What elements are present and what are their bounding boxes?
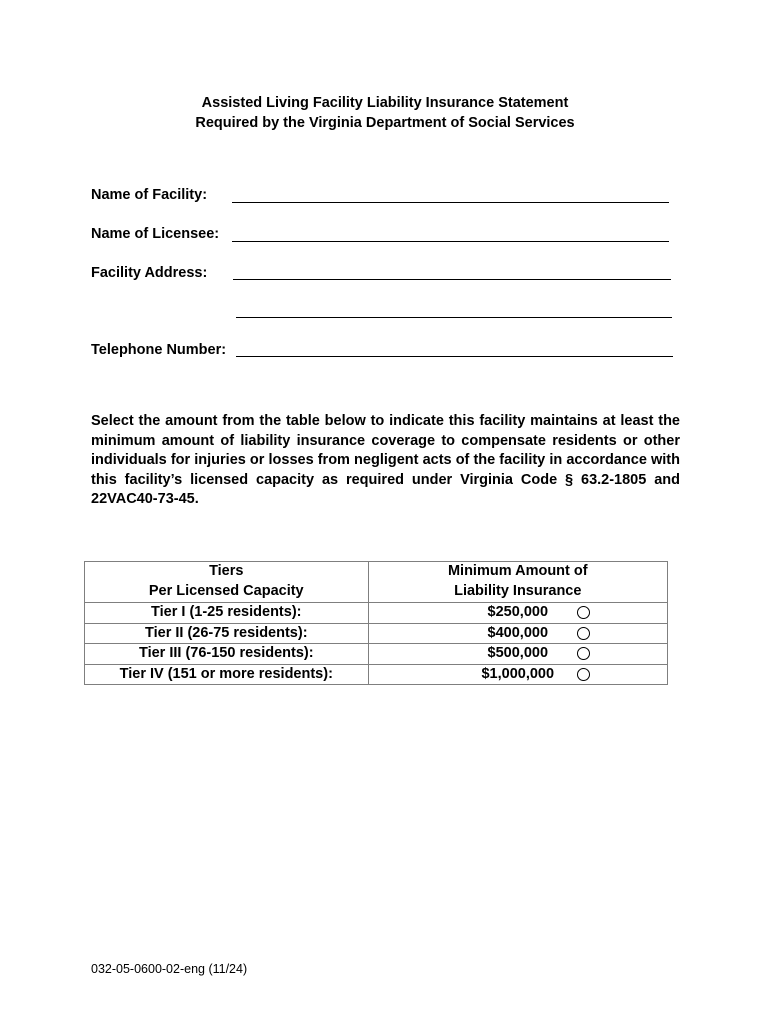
tier-table	[84, 561, 668, 685]
telephone-label: Telephone Number:	[91, 342, 227, 358]
licensee-name-label: Name of Licensee:	[91, 226, 220, 242]
table-header-row	[85, 562, 668, 603]
amount-cell	[368, 644, 667, 665]
tier-3-radio-button[interactable]	[577, 647, 590, 660]
facility-address-field-line2[interactable]	[238, 299, 673, 317]
tier-1-radio-button[interactable]	[577, 606, 590, 619]
tier-2-radio-button[interactable]	[577, 627, 590, 640]
amount-value: $250,000	[487, 604, 549, 620]
table-row	[85, 603, 668, 624]
facility-name-field[interactable]	[234, 184, 670, 202]
facility-name-underline	[232, 202, 669, 203]
facility-address-underline-2	[236, 317, 672, 318]
table-row	[85, 664, 668, 685]
amount-cell	[368, 603, 667, 624]
header-cell-amount	[368, 562, 667, 603]
amount-value: $500,000	[487, 645, 549, 662]
facility-name-label: Name of Facility:	[91, 187, 208, 203]
header-cell-tiers	[85, 562, 369, 603]
licensee-name-field[interactable]	[234, 223, 670, 241]
table-row	[85, 623, 668, 644]
amount-cell	[368, 623, 667, 644]
telephone-underline	[236, 356, 673, 357]
instructions-paragraph: Select the amount from the table below to indicate this facility maintains at least the minimum amount of liability insurance coverage to compensate residents or other individuals for injuries or losses from negligent acts of the facility in accordance with this facility’s licensed capacity as required under Virginia Code § 63.2-1805 and 22VAC40-73-45.	[91, 413, 680, 508]
tier-cell: Tier III (76-150 residents):	[85, 644, 369, 665]
tier-4-radio-button[interactable]	[577, 668, 590, 681]
header-tiers-line1: Tiers	[209, 563, 244, 579]
header-tiers-line2: Per Licensed Capacity	[148, 582, 304, 599]
tier-cell: Tier I (1-25 residents):	[85, 603, 369, 624]
licensee-name-underline	[232, 241, 669, 242]
amount-value: $1,000,000	[481, 665, 555, 682]
amount-value: $400,000	[487, 624, 549, 641]
amount-cell	[368, 664, 667, 685]
facility-address-label: Facility Address:	[91, 265, 208, 281]
table-row	[85, 644, 668, 665]
tier-cell: Tier II (26-75 residents):	[85, 623, 369, 644]
form-title-line2: Required by the Virginia Department of Social Services	[195, 115, 575, 131]
facility-address-field-line1[interactable]	[235, 261, 672, 279]
facility-address-underline-1	[233, 279, 671, 280]
form-title-line1: Assisted Living Facility Liability Insurance Statement	[201, 95, 569, 111]
header-amount-line2: Liability Insurance	[454, 582, 582, 599]
form-code: 032-05-0600-02-eng (11/24)	[91, 962, 248, 976]
tier-cell: Tier IV (151 or more residents):	[85, 664, 369, 685]
header-amount-line1: Minimum Amount of	[447, 563, 588, 579]
telephone-field[interactable]	[238, 338, 674, 356]
